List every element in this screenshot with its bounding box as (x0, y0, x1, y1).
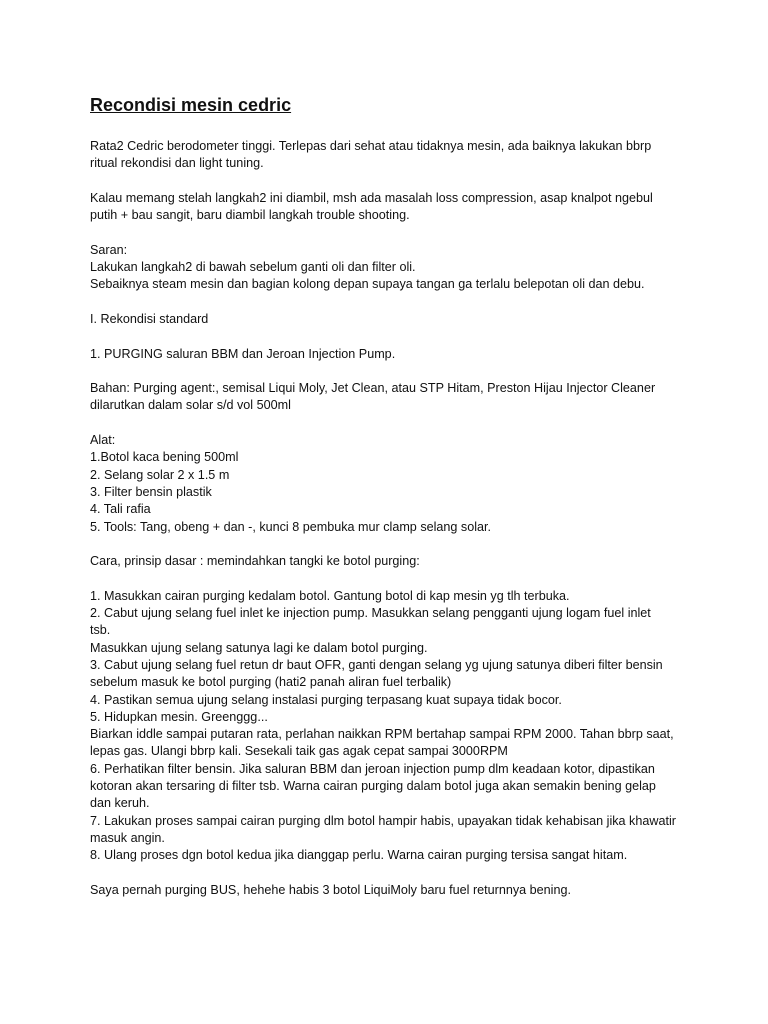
list-item: 1.Botol kaca bening 500ml (90, 450, 239, 465)
bahan-paragraph (90, 380, 708, 415)
step-line: 1. Masukkan cairan purging kedalam botol. Gantung botol di kap mesin yg tlh terbuka. (90, 588, 570, 603)
alat-list (90, 432, 708, 536)
steps-list (90, 588, 708, 865)
step-line: 6. Perhatikan filter bensin. Jika saluran BBM dan jeroan injection pump dlm keadaan kotor, dipastikan (90, 761, 655, 776)
intro-line-2: ritual rekondisi dan light tuning. (90, 156, 264, 171)
step-line: 5. Hidupkan mesin. Greenggg... (90, 709, 268, 724)
step-line: masuk angin. (90, 830, 165, 845)
step-line: dan keruh. (90, 796, 150, 811)
step-line: Masukkan ujung selang satunya lagi ke dalam botol purging. (90, 640, 428, 655)
intro-line-1: Rata2 Cedric berodometer tinggi. Terlepas dari sehat atau tidaknya mesin, ada baiknya lakukan bbrp (90, 139, 652, 153)
step-line: sebelum masuk ke botol purging (hati2 panah aliran fuel terbalik) (90, 675, 452, 690)
step-line: 7. Lakukan proses sampai cairan purging dlm botol hampir habis, upayakan tidak kehabisan jika khawatir (90, 813, 676, 828)
list-item: 2. Selang solar 2 x 1.5 m (90, 467, 230, 482)
step-line: lepas gas. Ulangi bbrp kali. Sesekali taik gas agak cepat sampai 3000RPM (90, 744, 508, 759)
saran-line-1: Lakukan langkah2 di bawah sebelum ganti oli dan filter oli. (90, 260, 416, 275)
step-line: Biarkan iddle sampai putaran rata, perlahan naikkan RPM bertahap sampai RPM 2000. Tahan bbrp saat, (90, 727, 674, 742)
list-item: 5. Tools: Tang, obeng + dan -, kunci 8 pembuka mur clamp selang solar. (90, 519, 492, 534)
list-item: 3. Filter bensin plastik (90, 484, 212, 499)
step-heading: 1. PURGING saluran BBM dan Jeroan Injection Pump. (90, 346, 396, 361)
alat-heading: Alat: (90, 433, 116, 448)
list-item: 4. Tali rafia (90, 502, 151, 517)
step-line: 3. Cabut ujung selang fuel retun dr baut OFR, ganti dengan selang yg ujung satunya diberi filter bensin (90, 657, 663, 672)
intro-paragraph (90, 138, 708, 173)
closing-paragraph: Saya pernah purging BUS, hehehe habis 3 botol LiquiMoly baru fuel returnnya bening. (90, 882, 571, 897)
bahan-line-1: Bahan: Purging agent:, semisal Liqui Moly, Jet Clean, atau STP Hitam, Preston Hijau Injector Cleaner (90, 381, 656, 396)
step-line: 8. Ulang proses dgn botol kedua jika dianggap perlu. Warna cairan purging tersisa sangat hitam. (90, 848, 628, 863)
document-title: Recondisi mesin cedric (90, 95, 292, 115)
saran-heading: Saran: (90, 242, 128, 257)
note-line-2: putih + bau sangit, baru diambil langkah trouble shooting. (90, 208, 410, 223)
note-paragraph (90, 190, 708, 225)
step-line: 2. Cabut ujung selang fuel inlet ke injection pump. Masukkan selang pengganti ujung logam fuel inlet (90, 606, 651, 621)
step-line: 4. Pastikan semua ujung selang instalasi purging terpasang kuat supaya tidak bocor. (90, 692, 562, 707)
note-line-1: Kalau memang stelah langkah2 ini diambil, msh ada masalah loss compression, asap knalpot ngebul (90, 190, 653, 205)
cara-paragraph: Cara, prinsip dasar : memindahkan tangki ke botol purging: (90, 554, 420, 569)
section-heading: I. Rekondisi standard (90, 311, 209, 326)
saran-line-2: Sebaiknya steam mesin dan bagian kolong depan supaya tangan ga terlalu belepotan oli dan debu. (90, 277, 645, 292)
bahan-line-2: dilarutkan dalam solar s/d vol 500ml (90, 398, 291, 413)
step-line: kotoran akan tersaring di filter tsb. Warna cairan purging dalam botol juga akan semakin bening gelap (90, 778, 656, 793)
step-line: tsb. (90, 623, 111, 638)
saran-paragraph (90, 242, 708, 294)
